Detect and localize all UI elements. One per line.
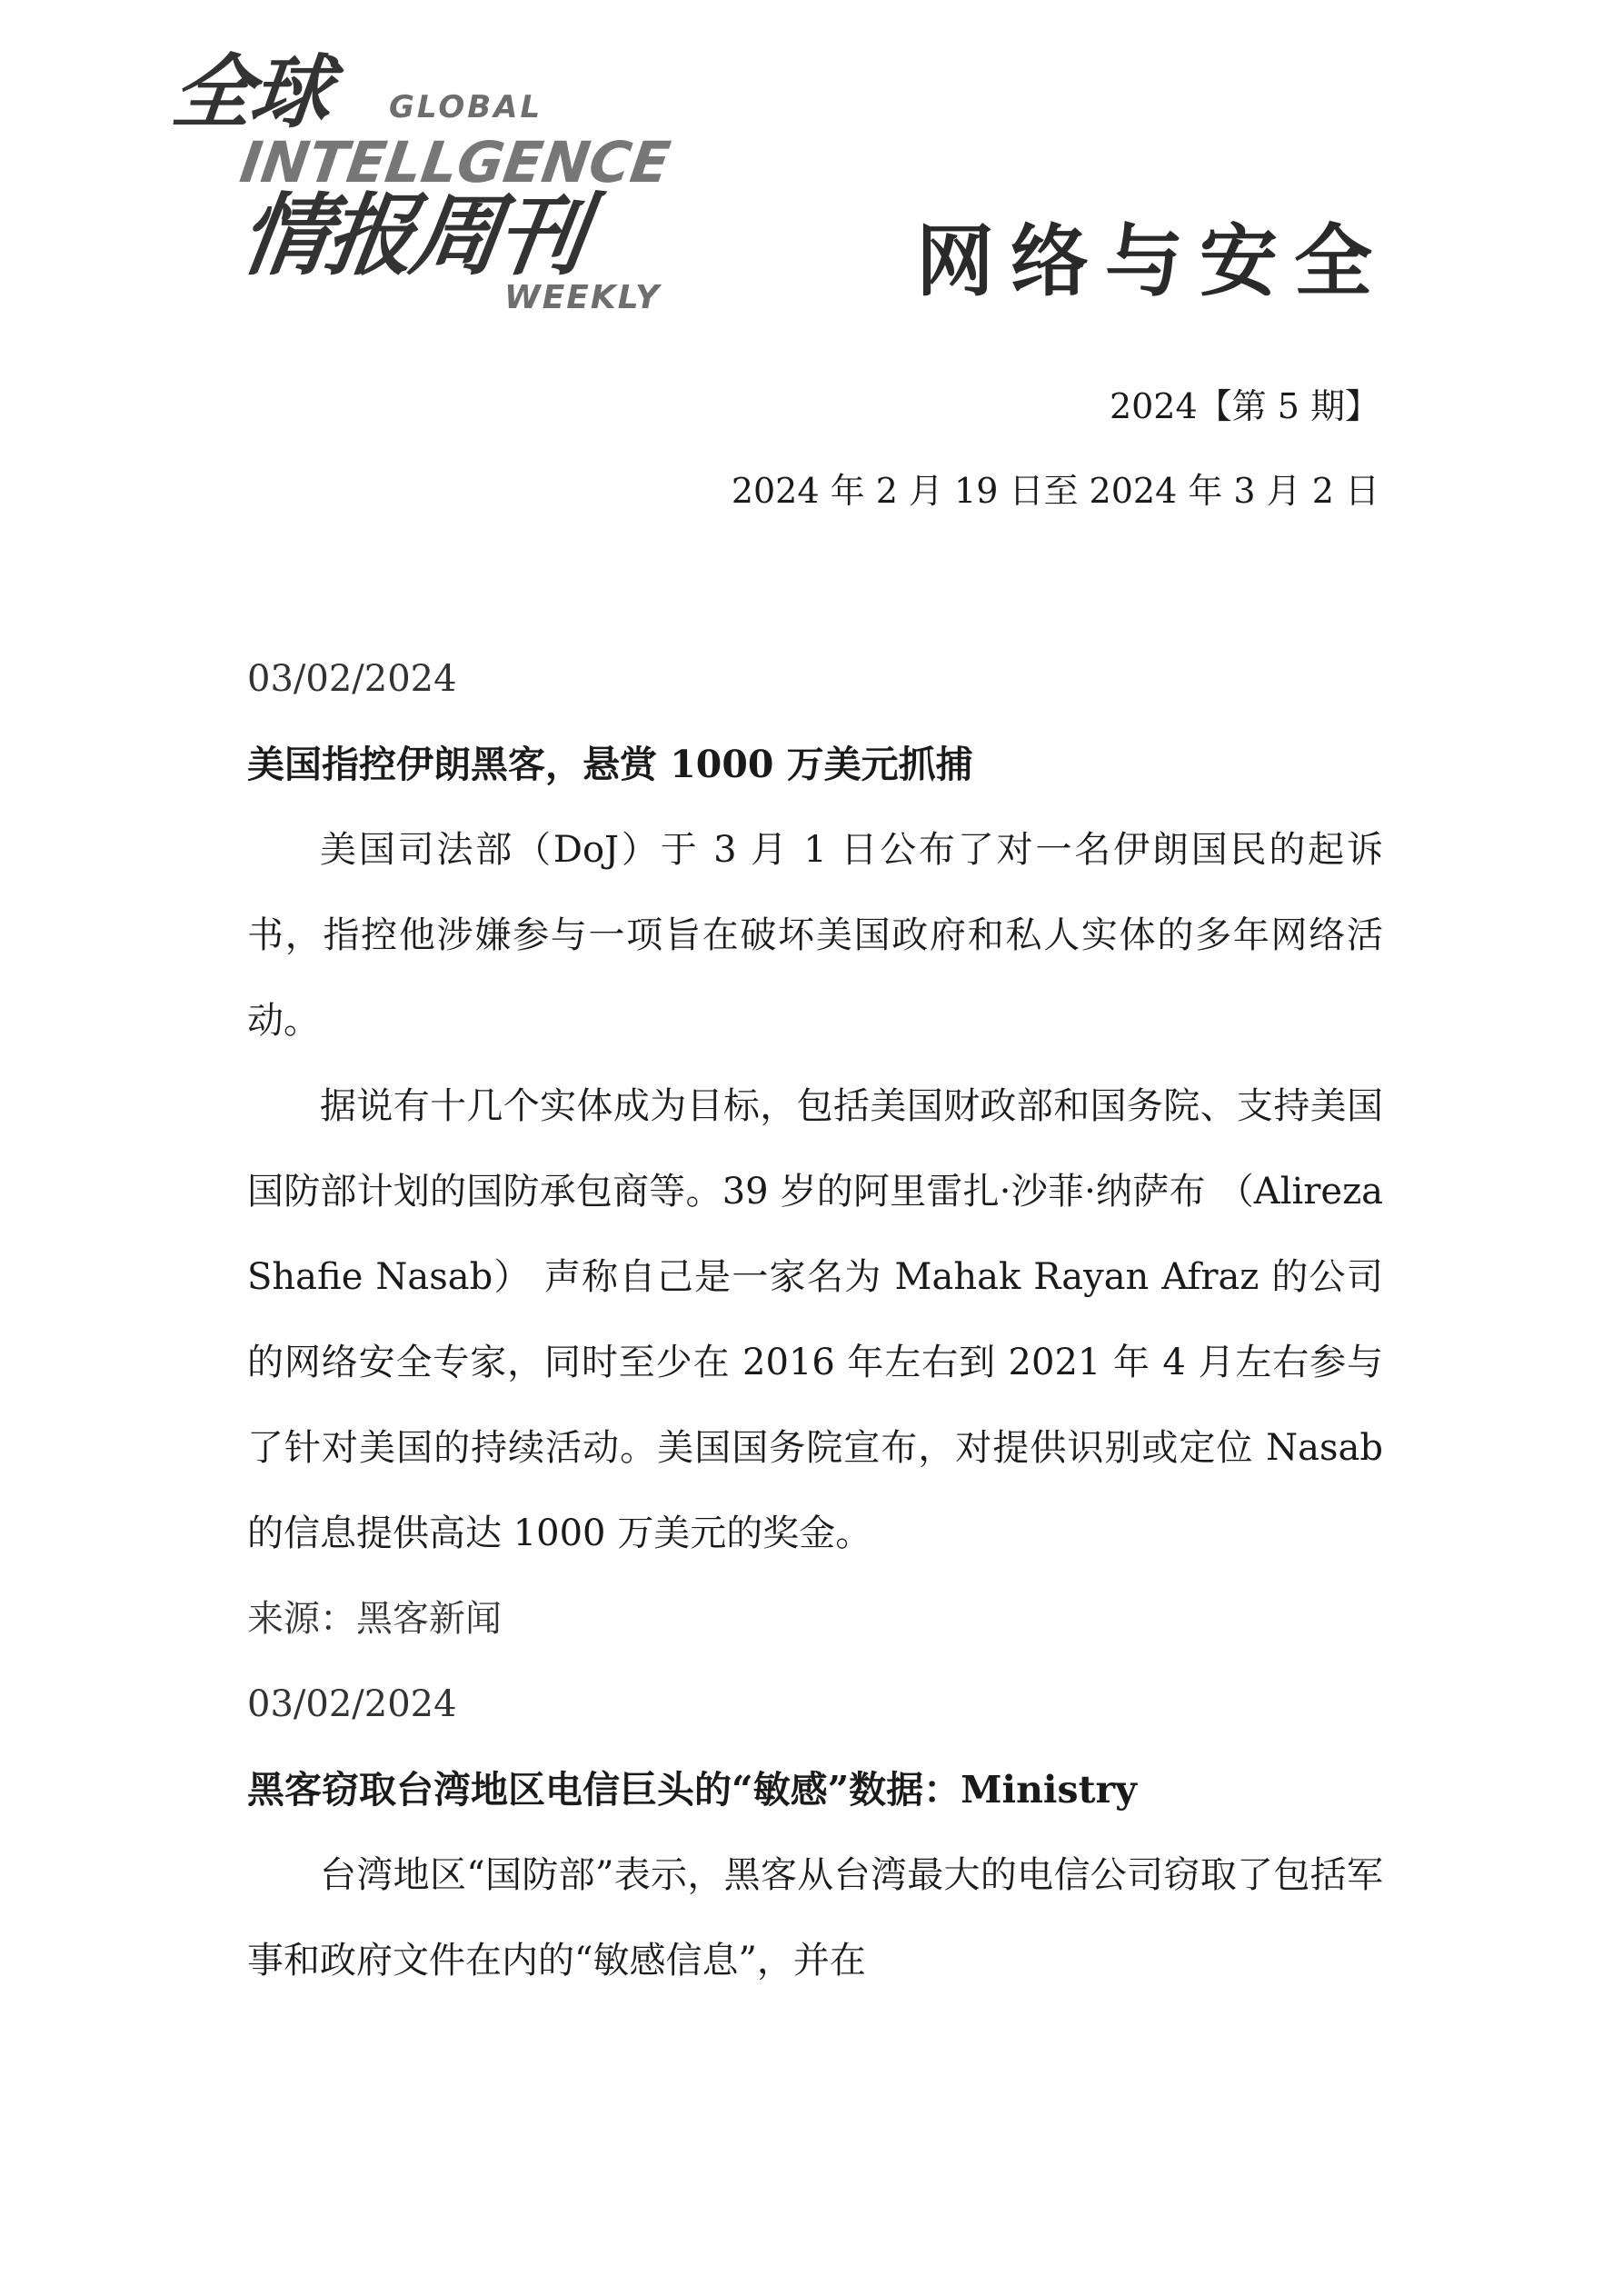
article	[247, 636, 1383, 1662]
article-paragraph: 据说有十几个实体成为目标，包括美国财政部和国务院、支持美国国防部计划的国防承包商等。39 岁的阿里雷扎·沙菲·纳萨布 （Alireza Shafie Nasab） 声称自己是一家名为 Mahak Rayan Afraz 的公司的网络安全专家，同时至少在 2016 年左右到 2021 年 4 月左右参与了针对美国的持续活动。美国国务院宣布，对提供识别或定位 Nasab 的信息提供高达 1000 万美元的奖金。	[247, 1085, 1383, 1554]
logo-cn-top: 全球	[167, 45, 334, 139]
article-date: 03/02/2024	[247, 1683, 457, 1725]
issue-number: 2024【第 5 期】	[1109, 386, 1379, 426]
article-paragraph: 台湾地区“国防部”表示，黑客从台湾最大的电信公司窃取了包括军事和政府文件在内的“敏感信息”，并在	[247, 1854, 1383, 1982]
article-title: 美国指控伊朗黑客，悬赏 1000 万美元抓捕	[247, 743, 973, 786]
logo-intelligence: INTELLGENCE	[235, 129, 674, 195]
logo-cn-bottom: 情报周刊	[233, 185, 591, 288]
section-title: 网络与安全	[916, 215, 1389, 307]
logo-global: GLOBAL	[389, 89, 543, 125]
article-date: 03/02/2024	[247, 658, 457, 700]
article-title: 黑客窃取台湾地区电信巨头的“敏感”数据：Ministry	[247, 1768, 1137, 1812]
logo-weekly: WEEKLY	[504, 279, 662, 316]
issue-date-range: 2024 年 2 月 19 日至 2024 年 3 月 2 日	[731, 471, 1379, 511]
article-list	[247, 636, 1383, 2003]
article	[247, 1662, 1383, 2003]
article-paragraph: 美国司法部（DoJ）于 3 月 1 日公布了对一名伊朗国民的起诉书，指控他涉嫌参与一项旨在破坏美国政府和私人实体的多年网络活动。	[247, 829, 1383, 1042]
masthead-logo	[167, 45, 718, 325]
article-source: 来源：黑客新闻	[247, 1598, 502, 1640]
